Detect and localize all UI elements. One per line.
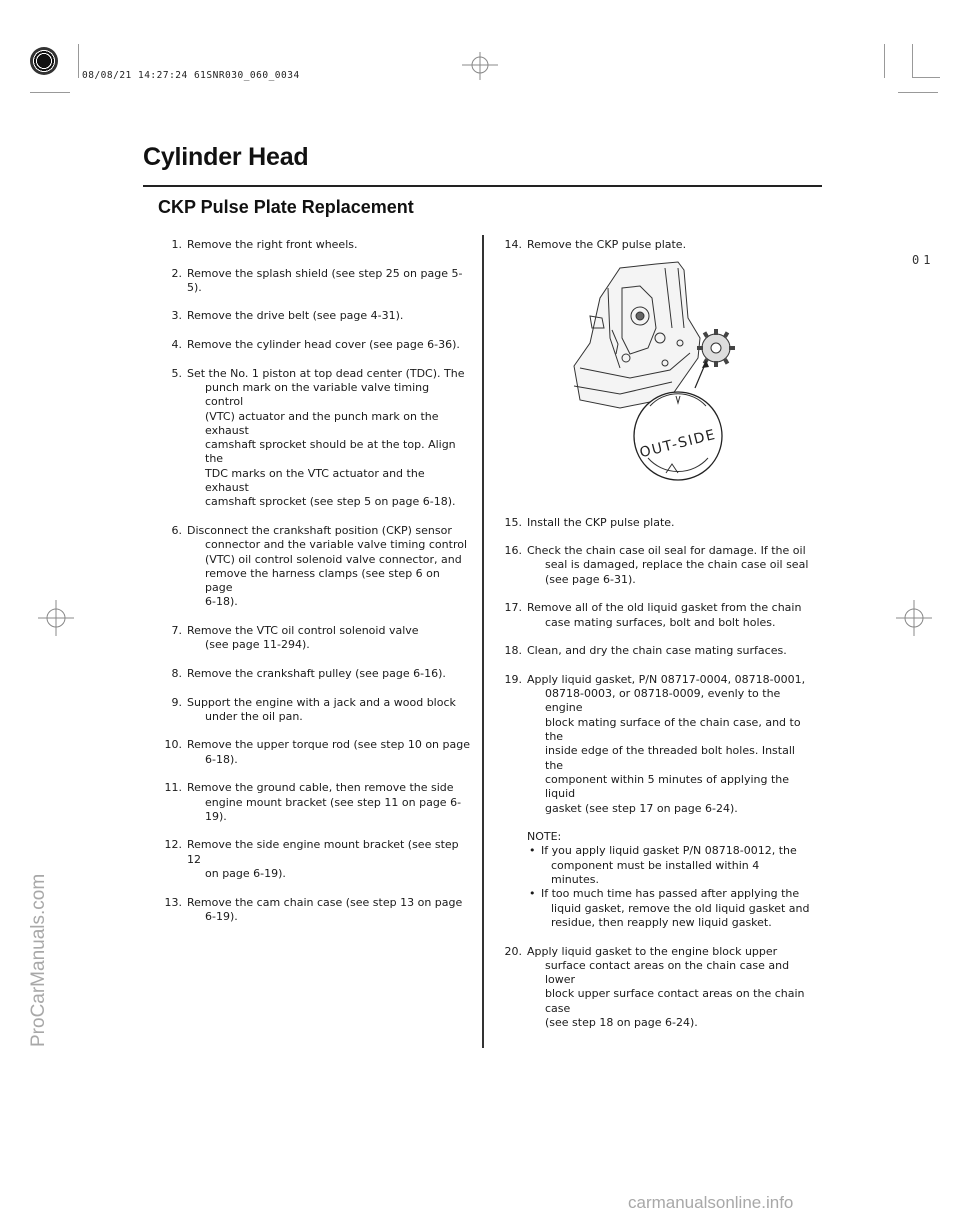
step-text-line: punch mark on the variable valve timing control [205, 380, 430, 409]
step-12 [158, 838, 470, 881]
title-divider [143, 185, 822, 187]
crosshair-icon [462, 52, 498, 80]
page-code: 01 [912, 253, 935, 267]
step-text: Remove the CKP pulse plate. [527, 238, 687, 251]
note-label: NOTE: [527, 830, 562, 844]
step-text-line: (see step 18 on page 6-24). [545, 1015, 698, 1029]
step-18 [498, 644, 810, 658]
step-number: 16. [504, 544, 522, 558]
step-17 [498, 601, 810, 630]
step-text-line: on page 6-19). [205, 867, 286, 881]
step-9 [158, 696, 470, 725]
step-text-line: component within 5 minutes of applying the liquid [545, 772, 790, 801]
step-text-line: Apply liquid gasket, P/N 08717-0004, 08718-0001, [527, 672, 806, 686]
step-text-line: 6-18). [205, 595, 238, 609]
step-text-line: case mating surfaces, bolt and bolt holes. [545, 615, 776, 629]
note-text-line: If you apply liquid gasket P/N 08718-0012, the [541, 844, 797, 858]
outside-label: OUT-SIDE [638, 426, 718, 462]
step-20 [498, 945, 810, 1031]
step-text-line: remove the harness clamps (see step 6 on page [205, 566, 440, 595]
note-block [498, 830, 810, 930]
step-number: 4. [171, 338, 182, 352]
step-number: 19. [504, 672, 522, 686]
step-number: 10. [164, 738, 182, 752]
bullet-icon: • [529, 844, 536, 858]
crop-mark [78, 44, 79, 78]
column-divider [482, 235, 484, 1048]
step-text-line: Disconnect the crankshaft position (CKP) sensor [187, 523, 452, 537]
step-number: 18. [504, 644, 522, 658]
step-number: 7. [171, 624, 182, 638]
step-number: 13. [164, 895, 182, 909]
step-text-line: 6-18). [205, 752, 238, 766]
step-text-line: gasket (see step 17 on page 6-24). [545, 801, 738, 815]
step-number: 15. [504, 515, 522, 529]
crop-mark [30, 92, 70, 93]
step-13 [158, 896, 470, 925]
step-text-line: Remove the cam chain case (see step 13 on page [187, 895, 463, 909]
step-text-line: Remove the cylinder head cover (see page 6-36). [187, 338, 460, 352]
pulse-plate-gear [697, 329, 735, 367]
step-text-line: Install the CKP pulse plate. [527, 515, 675, 529]
step-text-line: inside edge of the threaded bolt holes. Install the [545, 744, 795, 772]
crosshair-icon [896, 600, 932, 636]
step-14 [498, 238, 810, 252]
note-text-line: If too much time has passed after applying the [541, 887, 800, 901]
step-text-line: Clean, and dry the chain case mating surfaces. [527, 644, 787, 658]
note-text-line: liquid gasket, remove the old liquid gasket and [551, 901, 810, 915]
crosshair-icon [38, 600, 74, 636]
step-number: 1. [171, 238, 182, 251]
crop-mark [898, 92, 938, 93]
step-text-line: seal is damaged, replace the chain case oil seal [545, 558, 809, 572]
step-8 [158, 667, 470, 681]
step-text-line: 08718-0003, or 08718-0009, evenly to the engine [545, 687, 781, 715]
ckp-pulse-plate-illustration [560, 258, 740, 483]
step-16 [498, 544, 810, 587]
step-text-line: camshaft sprocket (see step 5 on page 6-18). [205, 495, 456, 509]
step-text-line: (VTC) actuator and the punch mark on the exhaust [205, 409, 439, 437]
footer-watermark: carmanualsonline.info [628, 1193, 794, 1212]
page-title: Cylinder Head [143, 143, 309, 171]
note-item [527, 844, 810, 887]
step-text-line: block mating surface of the chain case, and to the [545, 715, 801, 744]
step-1 [158, 238, 470, 252]
step-text-line: (see page 6-31). [545, 572, 636, 586]
step-text-line: under the oil pan. [205, 709, 303, 723]
step-3 [158, 309, 470, 323]
step-number: 5. [171, 366, 182, 380]
step-19 [498, 673, 810, 816]
bullet-icon: • [529, 887, 536, 901]
crop-mark [912, 44, 913, 78]
step-number: 6. [171, 523, 182, 537]
side-watermark: ProCarManuals.com [28, 873, 49, 1047]
step-text-line: Remove the VTC oil control solenoid valve [187, 624, 419, 638]
crop-mark [884, 44, 885, 78]
step-text-line: 6-19). [205, 909, 238, 923]
step-text-line: Remove the side engine mount bracket (see step 12 [187, 838, 459, 866]
note-text-line: residue, then reapply new liquid gasket. [551, 915, 772, 929]
step-number: 2. [171, 266, 182, 280]
crop-mark [912, 77, 940, 78]
step-11 [158, 781, 470, 824]
right-steps [498, 516, 810, 816]
step-text-line: TDC marks on the VTC actuator and the exhaust [205, 466, 425, 495]
step-text-line: Check the chain case oil seal for damage. If the oil [527, 544, 806, 558]
step-15 [498, 516, 810, 530]
step-number: 9. [171, 695, 182, 709]
step-text-line: Remove the crankshaft pulley (see page 6-16). [187, 666, 446, 680]
step-text-line: Set the No. 1 piston at top dead center (TDC). The [187, 366, 465, 380]
step-text-line: Remove the drive belt (see page 4-31). [187, 309, 404, 323]
step-text-line: Remove the splash shield (see step 25 on page 5-5). [187, 266, 463, 294]
step-text-line: Support the engine with a jack and a wood block [187, 695, 456, 709]
section-title: CKP Pulse Plate Replacement [158, 197, 414, 217]
step-number: 8. [171, 666, 182, 680]
step-number: 12. [164, 838, 182, 852]
step-text-line: Remove the upper torque rod (see step 10 on page [187, 738, 470, 752]
note-text-line: component must be installed within 4 minutes. [551, 858, 760, 887]
step-2 [158, 267, 470, 296]
step-number: 17. [504, 601, 522, 615]
step-text-line: connector and the variable valve timing control [205, 538, 468, 552]
step-4 [158, 338, 470, 352]
left-column [158, 238, 470, 939]
step-5 [158, 367, 470, 510]
step-text-line: engine mount bracket (see step 11 on page 6-19). [205, 795, 462, 823]
step-10 [158, 738, 470, 767]
step-text-line: surface contact areas on the chain case and lower [545, 958, 790, 987]
step-number: 14. [504, 238, 522, 251]
note-item [527, 887, 810, 930]
step-7 [158, 624, 470, 653]
step-text-line: camshaft sprocket should be at the top. Align the [205, 438, 456, 466]
print-stamp: 08/08/21 14:27:24 61SNR030_060_0034 [82, 70, 300, 81]
step-text-line: (see page 11-294). [205, 638, 310, 652]
step-6 [158, 524, 470, 610]
registration-target-icon [30, 47, 58, 75]
step-text-line: Apply liquid gasket to the engine block upper [527, 944, 778, 958]
step-text-line: Remove the right front wheels. [187, 238, 358, 251]
step-text-line: Remove the ground cable, then remove the side [187, 781, 454, 795]
step-text-line: (VTC) oil control solenoid valve connector, and [205, 552, 462, 566]
step-text-line: block upper surface contact areas on the chain case [545, 987, 805, 1015]
step-number: 20. [504, 944, 522, 958]
step-text-line: Remove all of the old liquid gasket from the chain [527, 601, 802, 615]
step-number: 3. [171, 309, 182, 323]
step-number: 11. [164, 781, 182, 795]
